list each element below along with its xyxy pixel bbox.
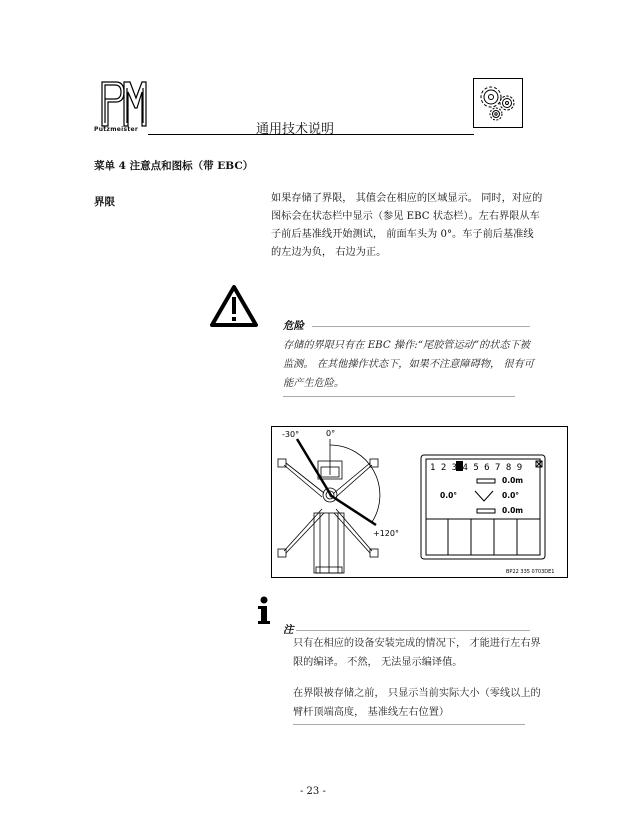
warning-triangle-icon (209, 284, 259, 328)
note-text-2: 在界限被存储之前， 只显示当前实际大小（零线以上的臂杆顶端高度， 基准线左右位置） (293, 688, 541, 718)
page-header-title: 通用技术说明 (256, 122, 335, 137)
putzmeister-logo (98, 78, 148, 128)
section-title: 菜单 4 注意点和图标（带 EBC） (94, 160, 254, 172)
display-value-bottom: 0.0m (502, 506, 524, 515)
angle-zero-label: 0° (326, 429, 336, 438)
page-number: - 23 - (300, 786, 326, 797)
display-value-top: 0.0m (502, 476, 524, 485)
limits-paragraph: 如果存储了界限， 其值会在相应的区域显示。 同时，对应的图标会在状态栏中显示（参见 EBC 状态栏）。左右界限从车子前后基准线开始测试， 前面车头为 0°。车子前后基准线的左边为负， 右边为正。 (271, 193, 543, 258)
note-rule-top (296, 630, 530, 631)
boom-limits-diagram (271, 426, 568, 578)
danger-label: 危险 (283, 320, 304, 332)
gears-icon (473, 78, 523, 128)
danger-text: 存储的界限只有在 EBC 操作:“尾胶管运动”的状态下被监测。 在其他操作状态下，如果不注意障碍物， 很有可能产生危险。 (283, 340, 534, 389)
display-digits: 1 2 3 4 5 6 7 8 9 (430, 463, 523, 473)
note-rule-bottom (293, 724, 525, 725)
angle-left-label: -30° (282, 430, 300, 439)
subsection-title: 界限 (94, 196, 115, 208)
info-icon (255, 596, 275, 626)
angle-right-label: +120° (373, 529, 399, 538)
danger-rule-top (312, 326, 530, 327)
display-value-mid-right: 0.0° (502, 491, 520, 500)
note-text-1: 只有在相应的设备安装完成的情况下， 才能进行左右界限的编译。 不然， 无法显示编译值。 (293, 638, 541, 668)
note-label: 注 (283, 624, 294, 636)
diagram-code: BP22 335 0703DE1 (506, 569, 555, 575)
danger-rule-bottom (283, 396, 515, 397)
display-value-mid-left: 0.0° (440, 491, 458, 500)
logo-subtitle: Putzmeister (94, 126, 139, 133)
